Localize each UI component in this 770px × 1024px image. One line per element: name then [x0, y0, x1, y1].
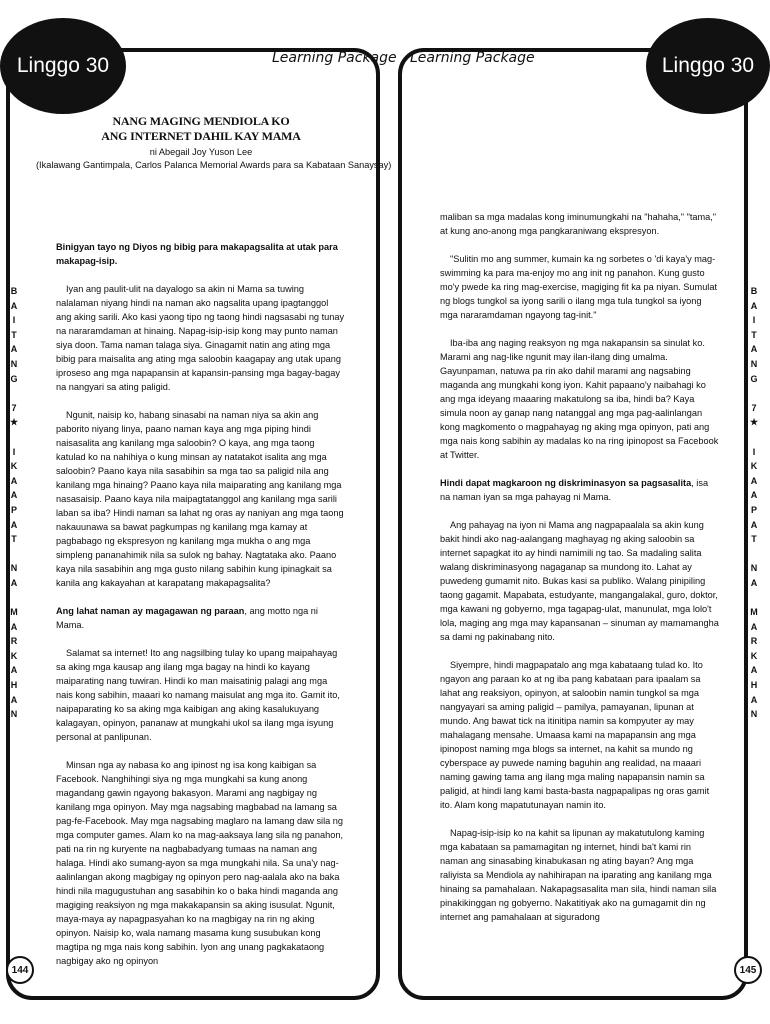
- paragraph-text: Ngunit, naisip ko, habang sinasabi na naman niya sa akin ang paborito niyang linya, paano naman kaya ang mga piping hindi naisasalita ang kanilang mga saloobin? O kaya, ang mga taong katulad ko na nahihiya o kung minsan ay natatakot isalita ang mga saloobin? Paano kaya nila sasabihin sa mga tao sa paligid nila ang kanilang mga hinaing? Paano kaya nila maiparating ang kanilang mga nasasaisip. Paano kaya nila maipagtatanggol ang kanilang mga sarili laban sa iba? Hindi naman sa lahat ng oras ay naniyan ang mga taong nakauunawa sa bawat pagkumpas ng kanilang mga kamay at pagbabago ng ekspresyon ng kanilang mga mukha o ang mga simpleng pananahimik nila sa sulok ng bahay. Nagtataka ako. Paano kaya nila sasabihin ang mga gusto nilang sabihin kung ipinagkait sa kanila ang kakayahan at karapatang makapagsalita?: [56, 410, 344, 588]
- paragraph-0: [440, 210, 720, 238]
- paragraph-2: [440, 336, 720, 462]
- side-label-letter: A: [750, 475, 758, 486]
- side-label-letter: K: [750, 650, 758, 661]
- side-label-letter: A: [750, 665, 758, 676]
- side-label-letter: R: [10, 636, 18, 647]
- paragraph-text: Siyempre, hindi magpapatalo ang mga kabataang tulad ko. Ito ngayon ang paraan ko at ng iba pang kabataan para ipaalam sa lahat ang reaksiyon, opinyon, at saloobin namin tungkol sa mga nangyayari sa aming paligid – pamilya, pamayanan, lipunan at mundo. Ang bawat tick na itinitipa namin sa kompyuter ay may mahalagang mensahe. Umaasa kami na mapapansin ang mga ipinopost naming mga blogs sa internet, na kahit sa mundo ng cyberspace ay puwede naming baguhin ang realidad, na maaari naming gawing tama ang ilang mga maling napapansin namin sa paligid, at hindi lang kami basta-basta nagpapalipas ng oras gamit ito. Alam kong mapatutunayan namin ito.: [440, 660, 710, 810]
- learning-package-label-left: Learning Package: [272, 50, 397, 66]
- essay-title-line-2: ANG INTERNET DAHIL KAY MAMA: [101, 129, 301, 143]
- side-label-letter: A: [750, 490, 758, 501]
- right-column-text: [440, 210, 720, 938]
- side-label-letter: P: [10, 504, 17, 515]
- side-label-letter: N: [750, 563, 758, 574]
- side-label-letter: A: [10, 300, 18, 311]
- paragraph-1: [56, 282, 346, 394]
- side-label-letter: N: [10, 709, 18, 720]
- side-label-letter: A: [750, 621, 758, 632]
- side-label-letter: 7: [11, 402, 17, 413]
- paragraph-text: , isa na naman iyan sa mga pahayag ni Mama.: [440, 478, 709, 502]
- side-label-letter: A: [10, 577, 18, 588]
- side-label-letter: I: [752, 315, 756, 326]
- paragraph-text: Napag-isip-isip ko na kahit sa lipunan ay makatutulong kaming mga kabataan sa pamamagitan ng internet, hindi ba't kami rin naman ang sinasabing kinabukasan ng ating bayan? Ang mga raliyista sa Mendiola ay nahihirapan na iparating ang kanilang mga hinaing sa pamahalaan. Nakapagsasalita man sila, hindi naman sila pinakikinggan ng gobyerno. Nakatitiyak ako na gumagamit din ng internet ang pamahalaan at siguradong: [440, 828, 717, 922]
- left-column-text: [56, 240, 346, 982]
- side-label-letter: T: [751, 534, 757, 545]
- side-label-letter: I: [12, 446, 16, 457]
- side-label-letter: A: [10, 665, 18, 676]
- side-label-letter: K: [10, 650, 18, 661]
- week-badge-right: Linggo 30: [646, 18, 770, 114]
- paragraph-1: [440, 252, 720, 322]
- essay-title-line-1: NANG MAGING MENDIOLA KO: [112, 114, 290, 128]
- side-label-letter: I: [12, 315, 16, 326]
- side-label-right: [746, 284, 762, 722]
- paragraph-text: Iba-iba ang naging reaksyon ng mga nakapansin sa sinulat ko. Marami ang nag-like ngunit may ilan-ilang ding umalma. Gayunpaman, natuwa pa rin ako dahil marami ang nagsabing maganda ang mungkahi kong iyon. Kahit papaano'y naibahagi ko ang mga ideyang maaaring makatulong sa iba, hindi ba? Kaya simula noon ay ganap nang natanggal ang mga pag-aalinlangan kong magkomento o magpahayag ng aking mga opinyon, pati ang mga nais kong sabihin ay madalas ko na ring ipinopost sa Facebook at Twitter.: [440, 338, 719, 460]
- side-label-letter: A: [10, 344, 18, 355]
- paragraph-5: [56, 758, 346, 968]
- side-label-letter: K: [10, 461, 18, 472]
- side-label-letter: P: [750, 504, 757, 515]
- side-label-letter: M: [750, 607, 758, 618]
- side-label-letter: B: [10, 286, 18, 296]
- week-badge-left: Linggo 30: [0, 18, 126, 114]
- side-label-letter: N: [10, 358, 18, 369]
- side-label-letter: N: [750, 709, 758, 720]
- side-label-letter: B: [750, 286, 758, 296]
- paragraph-5: [440, 658, 720, 812]
- side-label-letter: A: [10, 490, 18, 501]
- side-label-letter: A: [750, 577, 758, 588]
- essay-award: (Ikalawang Gantimpala, Carlos Palanca Memorial Awards para sa Kabataan Sanaysay): [36, 160, 392, 170]
- side-label-letter: K: [750, 461, 758, 472]
- side-label-letter: A: [10, 694, 18, 705]
- side-label-letter: A: [750, 519, 758, 530]
- paragraph-2: [56, 408, 346, 590]
- side-label-letter: T: [11, 329, 17, 340]
- paragraph-6: [440, 826, 720, 924]
- side-label-letter: R: [750, 636, 758, 647]
- essay-author: ni Abegail Joy Yuson Lee: [149, 147, 253, 157]
- side-label-letter: A: [750, 694, 758, 705]
- paragraph-3: [56, 604, 346, 632]
- side-label-letter: A: [750, 300, 758, 311]
- paragraph-text: Iyan ang paulit-ulit na dayalogo sa akin ni Mama sa tuwing nalalaman niyang hindi na naman ako nagsalita upang ipagtanggol ang aking sarili. Ako kasi yaong tipo ng taong hindi nagsasabi ng tunay na nararamdaman at hinaing. Napag-isip-isip kong may punto naman siya doon. Tama naman talaga siya. Ginagamit natin ang ating mga bibig para maisalita ang ating mga saloobin kaagapay ang utak upang iproseso ang mga napapansin at kapansin-pansing mga bagay-bagay na nangyari sa ating paligid.: [56, 284, 345, 392]
- side-label-letter: A: [10, 621, 18, 632]
- paragraph-4: [56, 646, 346, 744]
- paragraph-text: , ang motto nga ni Mama.: [56, 606, 318, 630]
- side-label-letter: G: [10, 373, 18, 384]
- paragraph-bold: Binigyan tayo ng Diyos ng bibig para makapagsalita at utak para makapag-isip.: [56, 242, 338, 266]
- page-number-left: 144: [6, 956, 34, 984]
- side-label-letter: A: [750, 344, 758, 355]
- page-number-right: 145: [734, 956, 762, 984]
- paragraph-text: Salamat sa internet! Ito ang nagsilbing tulay ko upang maipahayag sa aking mga kausap ang ilang mga bagay na hindi ko kayang maiparating nang tuwiran. Hindi ko man maisatinig palagi ang mga nais kong sabihin, maaari ko namang maisulat ang mga ito. Gamit ito, naipaparating ko sa aking mga kaibigan ang aking kasalukuyang kalagayan, opinyon, pananaw at mungkahi ukol sa ilang mga isyung personal at panlipunan.: [56, 648, 340, 742]
- paragraph-text: Ang pahayag na iyon ni Mama ang nagpapaalala sa akin kung bakit hindi ako nag-aalangang maghayag ng aking saloobin sa internet sapagkat ito ay hindi namimili ng tao. Sa madaling salita walang diskriminasyong nagaganap sa mundong ito. Lahat ay puwedeng gumamit nito. Bukas kasi sa publiko. Walang pinipiling taong gagamit. Mapabata, estudyante, mangangalakal, guro, doktor, mga kawani ng gobyerno, mga tagapag-ulat, manunulat, mga lolo't lola, maging ang mga may kapansanan – sinuman ay mamamangha sa dami ng pakinabang nito.: [440, 520, 719, 642]
- side-label-letter: T: [751, 329, 757, 340]
- star-icon: ★: [749, 417, 759, 428]
- paragraph-3: [440, 476, 720, 504]
- side-label-letter: M: [10, 607, 18, 618]
- side-label-letter: G: [750, 373, 758, 384]
- side-label-left: [6, 284, 22, 722]
- paragraph-text: maliban sa mga madalas kong iminumungkahi na "hahaha," "tama," at kung ano-anong mga pangkaraniwang ekspresyon.: [440, 212, 717, 236]
- side-label-letter: N: [10, 563, 18, 574]
- side-label-letter: H: [10, 680, 18, 691]
- learning-package-label-right: Learning Package: [410, 50, 535, 66]
- paragraph-text: "Sulitin mo ang summer, kumain ka ng sorbetes o 'di kaya'y mag-swimming ka para ma-enjoy mo ang init ng panahon. Kung gusto mo'y pwede ka ring mag-exercise, magiging fit ka pa niyan. Sumulat ng blogs tungkol sa iyong sarili o ilang mga tula tungkol sa iyong mga nararamdaman ngayong tag-init.": [440, 254, 718, 320]
- side-label-letter: T: [11, 534, 17, 545]
- paragraph-4: [440, 518, 720, 644]
- side-label-letter: A: [10, 519, 18, 530]
- paragraph-text: Minsan nga ay nabasa ko ang ipinost ng isa kong kaibigan sa Facebook. Nanghihingi siya ng mga mungkahi sa kung anong magandang gawin ngayong bakasyon. Marami ang nagbigay ng kanilang mga opinyon. May mga nagsabing magbabad na lamang sa pag-fe-Facebook. May mga nagsabing maglaro na lamang daw sila ng mga computer games. Alam ko na mag-aaksaya lang sila ng panahon, pati na rin ng kuryente na nagbabadyang tumaas na naman ang halaga. Hindi ako sumang-ayon sa mga mungkahi nila. Sa una'y nag-aalinlangan akong magbigay ng opinyon pero nag-aalala ako na baka hindi nila magugustuhan ang sasabihin ko o baka hindi maganda ang magiging reaksiyon ng mga makakapansin sa aking isusulat. Ngunit, maya-maya ay napagpasyahan ko na magbigay na rin ng aking opinyon. Naisip ko, wala namang masama kung susubukan kong magtipa ng mga nais kong sabihin. Iyon ang unang pagkakataong nagbigay ako ng opinyon: [56, 760, 344, 966]
- paragraph-bold: Ang lahat naman ay magagawan ng paraan: [56, 606, 245, 616]
- side-label-letter: H: [750, 680, 758, 691]
- side-label-letter: I: [752, 446, 756, 457]
- essay-title-block: [36, 114, 392, 172]
- paragraph-0: [56, 240, 346, 268]
- side-label-letter: N: [750, 358, 758, 369]
- paragraph-bold: Hindi dapat magkaroon ng diskriminasyon sa pagsasalita: [440, 478, 692, 488]
- side-label-letter: 7: [751, 402, 757, 413]
- star-icon: ★: [9, 417, 19, 428]
- side-label-letter: A: [10, 475, 18, 486]
